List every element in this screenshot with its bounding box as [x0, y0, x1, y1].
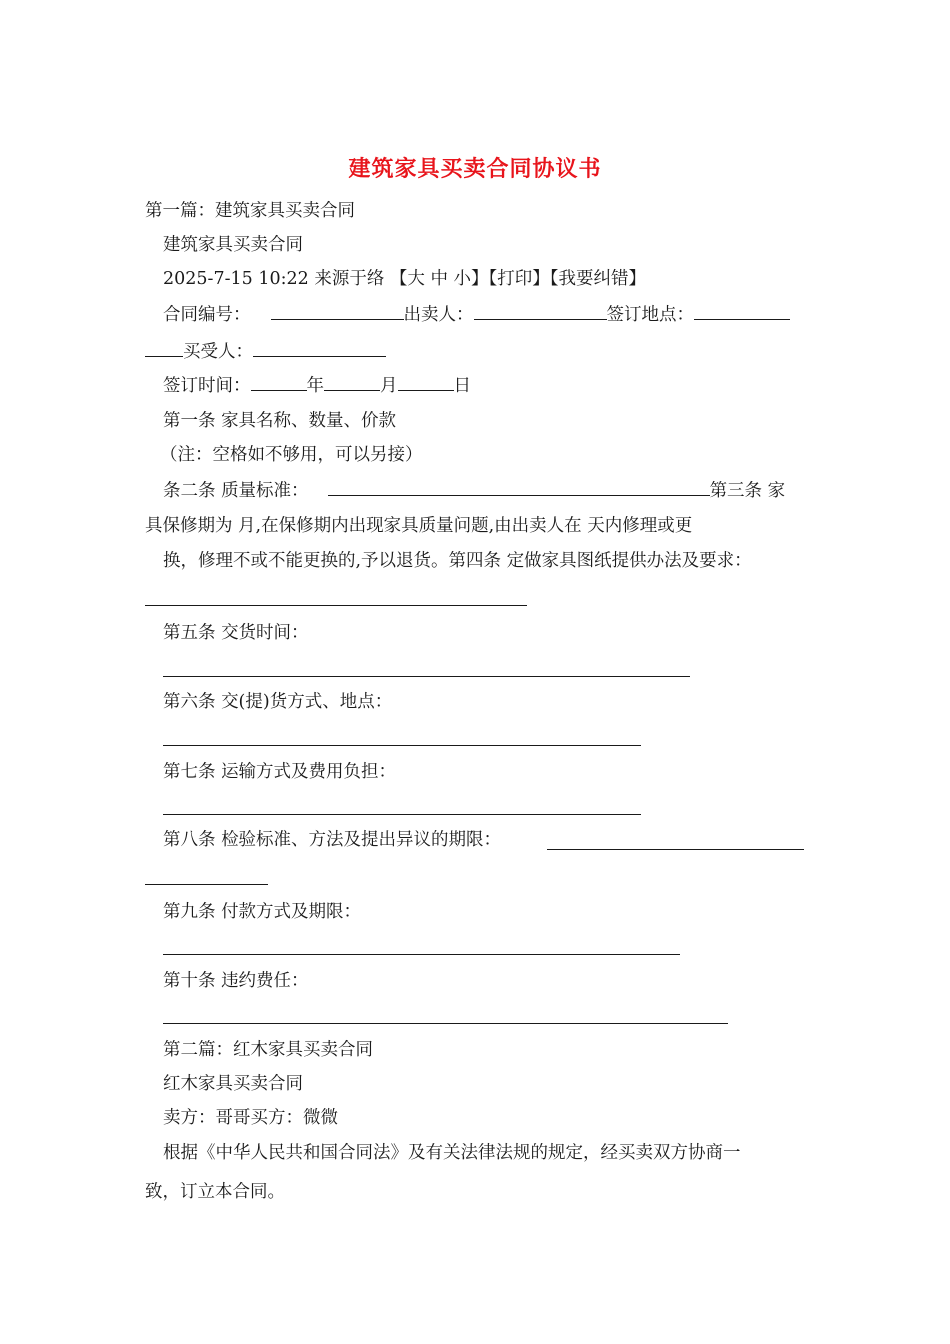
article-4-blank — [145, 605, 527, 606]
article-2-label: 条二条 质量标准： — [163, 481, 309, 501]
buyer-label: 买受人： — [183, 342, 253, 362]
article-7-blank — [163, 814, 641, 815]
article-8-blank-cont — [145, 884, 268, 885]
document-title: 建筑家具买卖合同协议书 — [348, 156, 602, 182]
quality-standard-blank — [328, 480, 710, 496]
article-9-blank — [163, 954, 680, 955]
article-10: 第十条 违约费任： — [163, 971, 309, 991]
seller-blank — [474, 304, 607, 320]
part1-subtitle: 建筑家具买卖合同 — [163, 235, 303, 255]
seller-label: 出卖人： — [403, 305, 474, 325]
sign-time-row — [163, 374, 471, 398]
article-6: 第六条 交(提)货方式、地点： — [163, 692, 393, 712]
article-10-blank — [163, 1023, 728, 1024]
part2-intro-line1: 根据《中华人民共和国合同法》及有关法律法规的规定，经买卖双方协商一 — [163, 1143, 741, 1163]
part2-heading: 第二篇：红木家具买卖合同 — [163, 1040, 373, 1060]
buyer-blank — [253, 341, 386, 357]
article-5: 第五条 交货时间： — [163, 623, 309, 643]
sign-place-blank — [694, 304, 790, 320]
sign-place-blank-cont — [145, 341, 183, 357]
article-6-blank — [163, 745, 641, 746]
buyer-row — [145, 340, 386, 364]
article-3-start: 第三条 家 — [709, 481, 786, 501]
article-1: 第一条 家具名称、数量、价款 — [163, 411, 397, 431]
article-8-label: 第八条 检验标准、方法及提出异议的期限： — [163, 830, 502, 850]
article-8-row — [163, 828, 501, 852]
part1-meta: 2025-7-15 10:22 来源于络 【大 中 小】【打印】【我要纠错】 — [163, 269, 647, 289]
part2-intro-line2: 致，订立本合同。 — [145, 1182, 285, 1202]
article-3-line2: 具保修期为 月,在保修期内出现家具质量问题,由出卖人在 天内修理或更 — [145, 516, 693, 536]
month-blank — [324, 375, 380, 391]
part2-parties: 卖方：哥哥买方：微微 — [163, 1108, 338, 1128]
sign-time-label: 签订时间： — [163, 376, 251, 396]
article-9: 第九条 付款方式及期限： — [163, 902, 362, 922]
contract-number-blank — [271, 304, 404, 320]
article-5-blank — [163, 676, 690, 677]
year-label: 年 — [306, 376, 324, 396]
day-label: 日 — [453, 376, 471, 396]
article-2-row — [163, 479, 785, 503]
article-1-note: （注：空格如不够用，可以另接） — [160, 445, 423, 465]
article-3-line3: 换，修理不或不能更换的,予以退货。第四条 定做家具图纸提供办法及要求： — [163, 551, 752, 571]
part2-subtitle: 红木家具买卖合同 — [163, 1074, 303, 1094]
article-8-blank — [547, 849, 804, 850]
sign-place-label: 签订地点： — [606, 305, 694, 325]
contract-number-label: 合同编号： — [163, 305, 251, 325]
part1-heading: 第一篇：建筑家具买卖合同 — [145, 201, 355, 221]
year-blank — [251, 375, 307, 391]
contract-number-row — [163, 303, 790, 327]
day-blank — [398, 375, 454, 391]
month-label: 月 — [380, 376, 398, 396]
article-7: 第七条 运输方式及费用负担： — [163, 762, 397, 782]
